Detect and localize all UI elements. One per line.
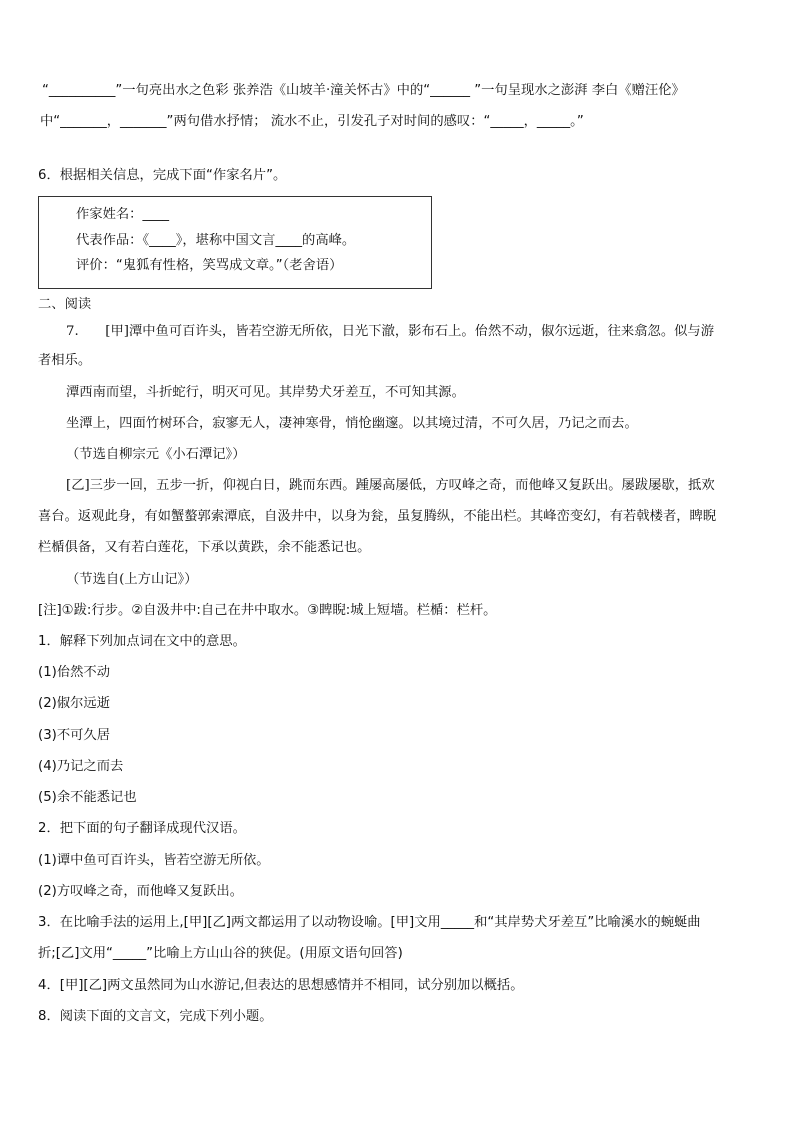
passage-b-line-2: 喜台。返观此身，有如蟹螯郭索潭底，自汲井中，以身为瓮，虽复腾纵，不能出栏。其峰峦变幻，有若戟楼者，睥睨 <box>38 509 717 524</box>
annotation-note: [注]①跋:行步。②自汲井中:自己在井中取水。③睥睨:城上短墙。栏楯：栏杆。 <box>38 603 497 618</box>
sub3-line-1: 3．在比喻手法的运用上,[甲][乙]两文都运用了以动物设喻。[甲]文用_____和“其岸势犬牙差互”比喻溪水的蜿蜒曲 <box>38 915 701 930</box>
sub1-item: (2)俶尔远逝 <box>38 696 111 711</box>
sub1-item: (1)佁然不动 <box>38 665 111 680</box>
passage-b-line-1: [乙]三步一回，五步一折，仰视白日，跳而东西。踵屡高屡低，方叹峰之奇，而他峰又复跃出。屡跋屡歇，抵欢 <box>66 478 715 493</box>
source-a: （节选自柳宗元《小石潭记》） <box>66 447 246 462</box>
intro-line-2: 中“_______，_______”两句借水抒情； 流水不止，引发孔子对时间的感叹：“_____，_____。” <box>40 114 584 129</box>
sub3-line-2: 折;[乙]文用“_____”比喻上方山山谷的狭促。(用原文语句回答) <box>38 946 403 961</box>
card-comment: 评价：“鬼狐有性格，笑骂成文章。”（老舍语） <box>76 258 343 273</box>
card-works: 代表作品：《____》，堪称中国文言____的高峰。 <box>76 233 356 248</box>
sub2-item: (2)方叹峰之奇，而他峰又复跃出。 <box>38 884 243 899</box>
sub2-prompt: 2．把下面的句子翻译成现代汉语。 <box>38 821 246 836</box>
sub1-item: (4)乃记之而去 <box>38 759 124 774</box>
sub4-prompt: 4．[甲][乙]两文虽然同为山水游记,但表达的思想感情并不相同，试分别加以概括。 <box>38 978 524 993</box>
passage-b-line-3: 栏楯俱备，又有若白莲花，下承以黄跌，余不能悉记也。 <box>38 540 371 555</box>
card-author-name: 作家姓名：____ <box>76 207 170 222</box>
source-b: （节选自(上方山记》） <box>66 572 198 587</box>
q6-prompt: 6．根据相关信息，完成下面“作家名片”。 <box>38 168 287 183</box>
sub1-item: (5)余不能悉记也 <box>38 790 137 805</box>
sub1-prompt: 1．解释下列加点词在文中的意思。 <box>38 634 246 649</box>
sub1-item: (3)不可久居 <box>38 728 111 743</box>
section-title: 二、阅读 <box>38 297 92 312</box>
passage-a-line-1: 7. [甲]潭中鱼可百许头，皆若空游无所依，日光下澈，影布石上。佁然不动，俶尔远逝，往来翕忽。似与游 <box>66 324 715 339</box>
passage-a-line-2: 者相乐。 <box>38 353 92 368</box>
q8-prompt: 8．阅读下面的文言文，完成下列小题。 <box>38 1009 273 1024</box>
passage-a-line-4: 坐潭上，四面竹树环合，寂寥无人，凄神寒骨，悄怆幽邃。以其境过清，不可久居，乃记之而去。 <box>66 416 638 431</box>
author-card <box>38 196 432 289</box>
intro-line-1: “__________”一句亮出水之色彩 张养浩《山坡羊·潼关怀古》中的“______ ”一句呈现水之澎湃 李白《赠汪伦》 <box>42 83 685 98</box>
passage-a-line-3: 潭西南而望，斗折蛇行，明灭可见。其岸势犬牙差互，不可知其源。 <box>66 385 465 400</box>
sub2-item: (1)谭中鱼可百许头，皆若空游无所依。 <box>38 853 270 868</box>
